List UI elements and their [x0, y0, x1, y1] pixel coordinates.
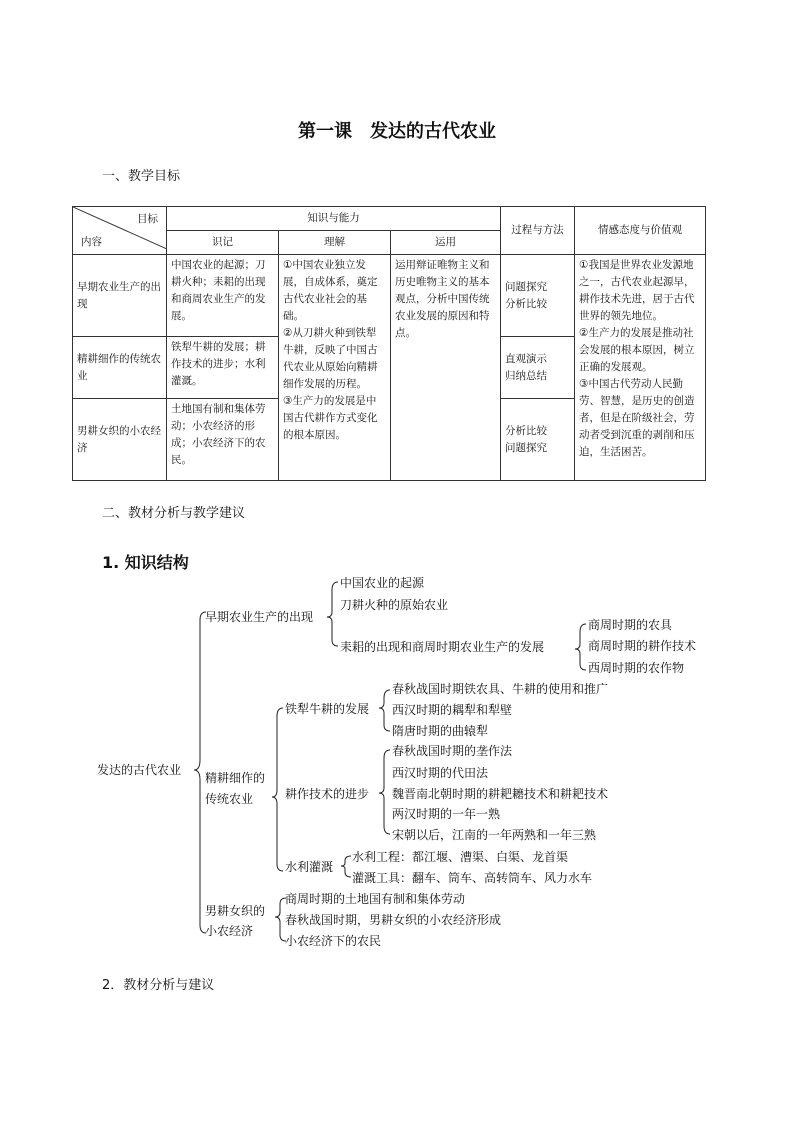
tree-leaf: 中国农业的起源 — [340, 576, 425, 590]
apply-cell: 运用辩证唯物主义和历史唯物主义的基本观点，分析中国传统农业发展的原因和特点。 — [391, 255, 501, 481]
header-knowledge: 知识与能力 — [167, 207, 501, 231]
tree-leaf: 西汉时期的耦犁和犁壁 — [392, 703, 513, 717]
page-title: 第一课 发达的古代农业 — [298, 121, 496, 142]
tree-branch: 耕作技术的进步 — [285, 787, 370, 801]
header-understand: 理解 — [279, 231, 391, 255]
tree-leaf: 小农经济下的农民 — [285, 934, 382, 948]
row-process: 直观演示 归纳总结 — [501, 337, 575, 399]
row-content: 男耕女织的小农经济 — [73, 399, 167, 481]
row-remember: 中国农业的起源；刀耕火种；耒耜的出现和商周农业生产的发展。 — [167, 255, 279, 337]
header-remember: 识记 — [167, 231, 279, 255]
row-remember: 土地国有制和集体劳动；小农经济的形成；小农经济下的农民。 — [167, 399, 279, 481]
tree-branch: 传统农业 — [205, 792, 254, 806]
header-attitude: 情感态度与价值观 — [575, 207, 706, 255]
tree-branch: 耒耜的出现和商周时期农业生产的发展 — [340, 640, 545, 654]
tree-branch: 小农经济 — [205, 924, 254, 938]
tree-leaf: 商周时期的农具 — [588, 618, 673, 632]
tree-branch: 男耕女织的 — [205, 904, 266, 918]
tree-leaf: 商周时期的土地国有制和集体劳动 — [285, 892, 466, 906]
tree-branch: 精耕细作的 — [205, 771, 266, 785]
section-heading-goals: 一、教学目标 — [102, 169, 181, 184]
row-process: 问题探究 分析比较 — [501, 255, 575, 337]
row-content: 早期农业生产的出现 — [73, 255, 167, 337]
row-content: 精耕细作的传统农业 — [73, 337, 167, 399]
section-heading-suggestions: 2．教材分析与建议 — [102, 978, 215, 993]
understand-cell: ①中国农业独立发展，自成体系，奠定古代农业社会的基础。 ②从刀耕火种到铁犁牛耕，反映了中国古代农业从原始向精耕细作发展的历程。 ③生产力的发展是中国古代耕作方式变化的根本原因。 — [279, 255, 391, 481]
header-process: 过程与方法 — [501, 207, 575, 255]
tree-root: 发达的古代农业 — [97, 763, 182, 777]
tree-branch: 铁犁牛耕的发展 — [285, 702, 370, 716]
tree-leaf: 西周时期的农作物 — [588, 661, 685, 675]
tree-leaf: 灌溉工具：翻车、筒车、高转筒车、风力水车 — [352, 871, 593, 885]
tree-leaf: 水利工程：都江堰、漕渠、白渠、龙首渠 — [352, 850, 569, 864]
header-apply: 运用 — [391, 231, 501, 255]
tree-branch: 水利灌溉 — [285, 860, 334, 874]
tree-leaf: 春秋战国时期铁农具、牛耕的使用和推广 — [392, 682, 609, 696]
attitude-cell: ①我国是世界农业发源地之一，古代农业起源早，耕作技术先进，居于古代世界的领先地位。 ②生产力的发展是推动社会发展的根本原因，树立正确的发展观。 ③中国古代劳动人民勤劳、智慧，是历史的创造者，但是在阶级社会，劳动者受到沉重的剥削和压迫，生活困苦。 — [575, 255, 706, 481]
row-process: 分析比较 问题探究 — [501, 399, 575, 481]
tree-leaf: 魏晋南北朝时期的耕耙耱技术和耕耙技术 — [392, 787, 609, 801]
tree-leaf: 宋朝以后，江南的一年两熟和一年三熟 — [392, 828, 597, 842]
tree-leaf: 春秋战国时期，男耕女织的小农经济形成 — [285, 913, 502, 927]
tree-leaf: 商周时期的耕作技术 — [588, 639, 697, 653]
tree-leaf: 西汉时期的代田法 — [392, 766, 489, 780]
corner-label-content: 内容 — [81, 236, 102, 248]
tree-leaf: 两汉时期的一年一熟 — [392, 807, 501, 821]
section-heading-structure: 1. 知识结构 — [102, 553, 189, 572]
section-heading-analysis: 二、教材分析与教学建议 — [102, 506, 246, 521]
row-remember: 铁犁牛耕的发展；耕作技术的进步；水利灌溉。 — [167, 337, 279, 399]
tree-leaf: 隋唐时期的曲辕犁 — [392, 724, 489, 738]
tree-branch: 早期农业生产的出现 — [205, 610, 314, 624]
corner-label-goal: 目标 — [137, 213, 158, 225]
tree-leaf: 刀耕火种的原始农业 — [340, 598, 449, 612]
tree-leaf: 春秋战国时期的垄作法 — [392, 744, 513, 758]
